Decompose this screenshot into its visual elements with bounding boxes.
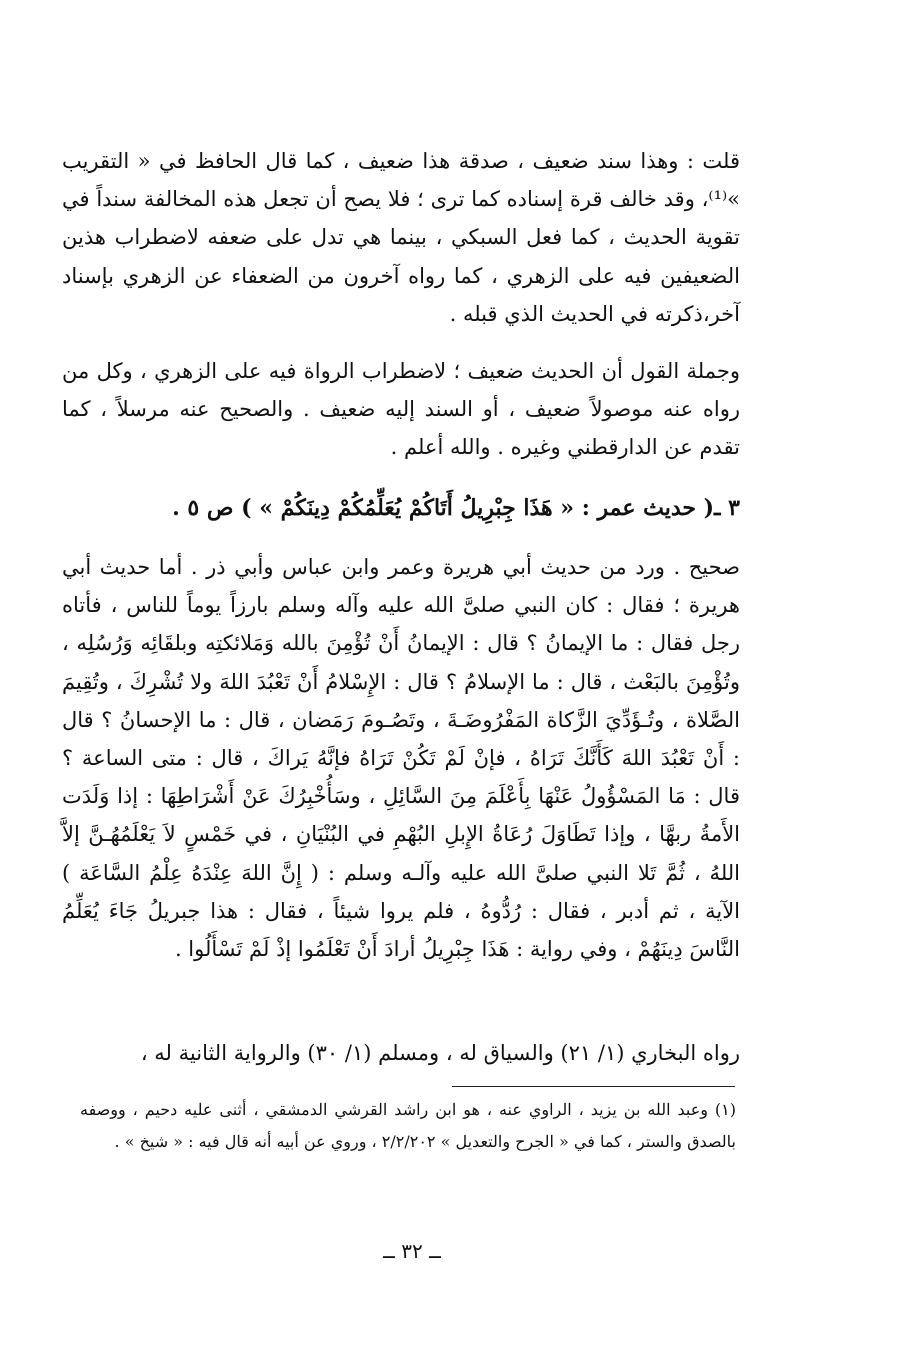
- footnote-divider: [452, 1086, 735, 1087]
- paragraph-text: صحيح . ورد من حديث أبي هريرة وعمر وابن عباس وأبي ذر . أما حديث أبي هريرة ؛ فقال : كان النبي صلىَّ الله عليه وآله وسلم بارزاً يوماً للناس ، فأتاه رجل فقال : ما الإيمانُ ؟ قال : الإيمانُ أَنْ تُؤْمِنَ بالله وَمَلائكتِه وبلقَائِه وَرُسُلِه ، وتُؤْمِنَ بالبَعْث ، قال : ما الإسلامُ ؟ قال : الإِسْلامُ أَنْ تَعْبُدَ اللهَ ولا تُشْرِكَ ، وتُقِيمَ الصَّلاة ، وتُـؤَدِّيَ الزَّكاة المَفْرُوضَـةَ ، وتَصُـومَ رَمَضان ، قال : ما الإحسانُ ؟ قال : أَنْ تَعْبُدَ اللهَ كَأَنَّكَ تَرَاهُ ، فإنْ لَمْ تَكُنْ تَرَاهُ فإنَّهُ يَراكَ ، قال : متى الساعة ؟ قال : مَا المَسْؤُولُ عَنْهَا بِأَعْلَمَ مِنَ السَّائِلِ ، وسَأُخْبِرُكَ عَنْ أَشْرَاطِهَا : إذا وَلَدَت الأَمةُ ربهَّا ، وإذا تَطَاوَلَ رُعَاةُ الإِبلِ البُهْمِ في البُنْيَانِ ، في خَمْسٍ لاَ يَعْلَمُهُـنَّ إلاَّ اللهُ ، ثُمَّ تَلا النبي صلىَّ الله عليه وآلـه وسلم : ( إِنَّ اللهَ عِنْدَهُ عِلْمُ السَّاعَة ) الآية ، ثم أدبر ، فقال : رُدُّوهُ ، فلم يروا شيئاً ، فقال : هذا جبريلُ جَاءَ يُعَلِّمُ النَّاسَ دِينَهُمْ ، وفي رواية : هَذَا جِبْرِيلُ أرادَ أَنْ تَعْلَمُوا إذْ لَمْ تَسْأَلُوا .: [62, 555, 741, 962]
- body-paragraph-2: [62, 352, 740, 470]
- page-number: ــ ٣٢ ــ: [383, 1239, 441, 1263]
- body-paragraph-3: [62, 548, 740, 1028]
- paragraph-text: رواه البخاري (١/ ٢١) والسياق له ، ومسلم (١/ ٣٠) والرواية الثانية له ،: [140, 1041, 740, 1065]
- paragraph-text: وجملة القول أن الحديث ضعيف ؛ لاضطراب الرواة فيه على الزهري ، وكل من رواه عنه موصولاً ضعيف ، أو السند إليه ضعيف . والصحيح عنه مرسلاً ، كما تقدم عن الدارقطني وغيره . والله أعلم .: [62, 359, 740, 460]
- hadith-heading: ٣ ـ( حديث عمر : « هَذَا جِبْرِيلُ أَتَاكُمْ يُعَلِّمُكُمْ دِينَكُمْ » ) ص ٥ .: [172, 495, 740, 521]
- footnotes: [80, 1094, 736, 1208]
- paragraph-text: قلت : وهذا سند ضعيف ، صدقة هذا ضعيف ، كما قال الحافظ في « التقريب »⁽¹⁾، وقد خالف قرة إسناده كما ترى ؛ فلا يصح أن تجعل هذه المخالفة سنداً في تقوية الحديث ، كما فعل السبكي ، بينما هي تدل على ضعفه لاضطراب هذين الضعيفين فيه على الزهري ، كما رواه آخرون من الضعفاء عن الزهري بإسناد آخر،ذكرته في الحديث الذي قبله .: [62, 149, 740, 326]
- body-paragraph-1: [62, 142, 740, 338]
- body-paragraph-4: [62, 1034, 740, 1074]
- footnote-1: (١) وعبد الله بن يزيد ، الراوي عنه ، هو ابن راشد القرشي الدمشقي ، أثنى عليه دحيم ، ووصفه بالصدق والستر ، كما في « الجرح والتعديل » ٢/٢/٢٠٢ ، وروي عن أبيه أنه قال فيه : « شيخ » .: [80, 1100, 736, 1151]
